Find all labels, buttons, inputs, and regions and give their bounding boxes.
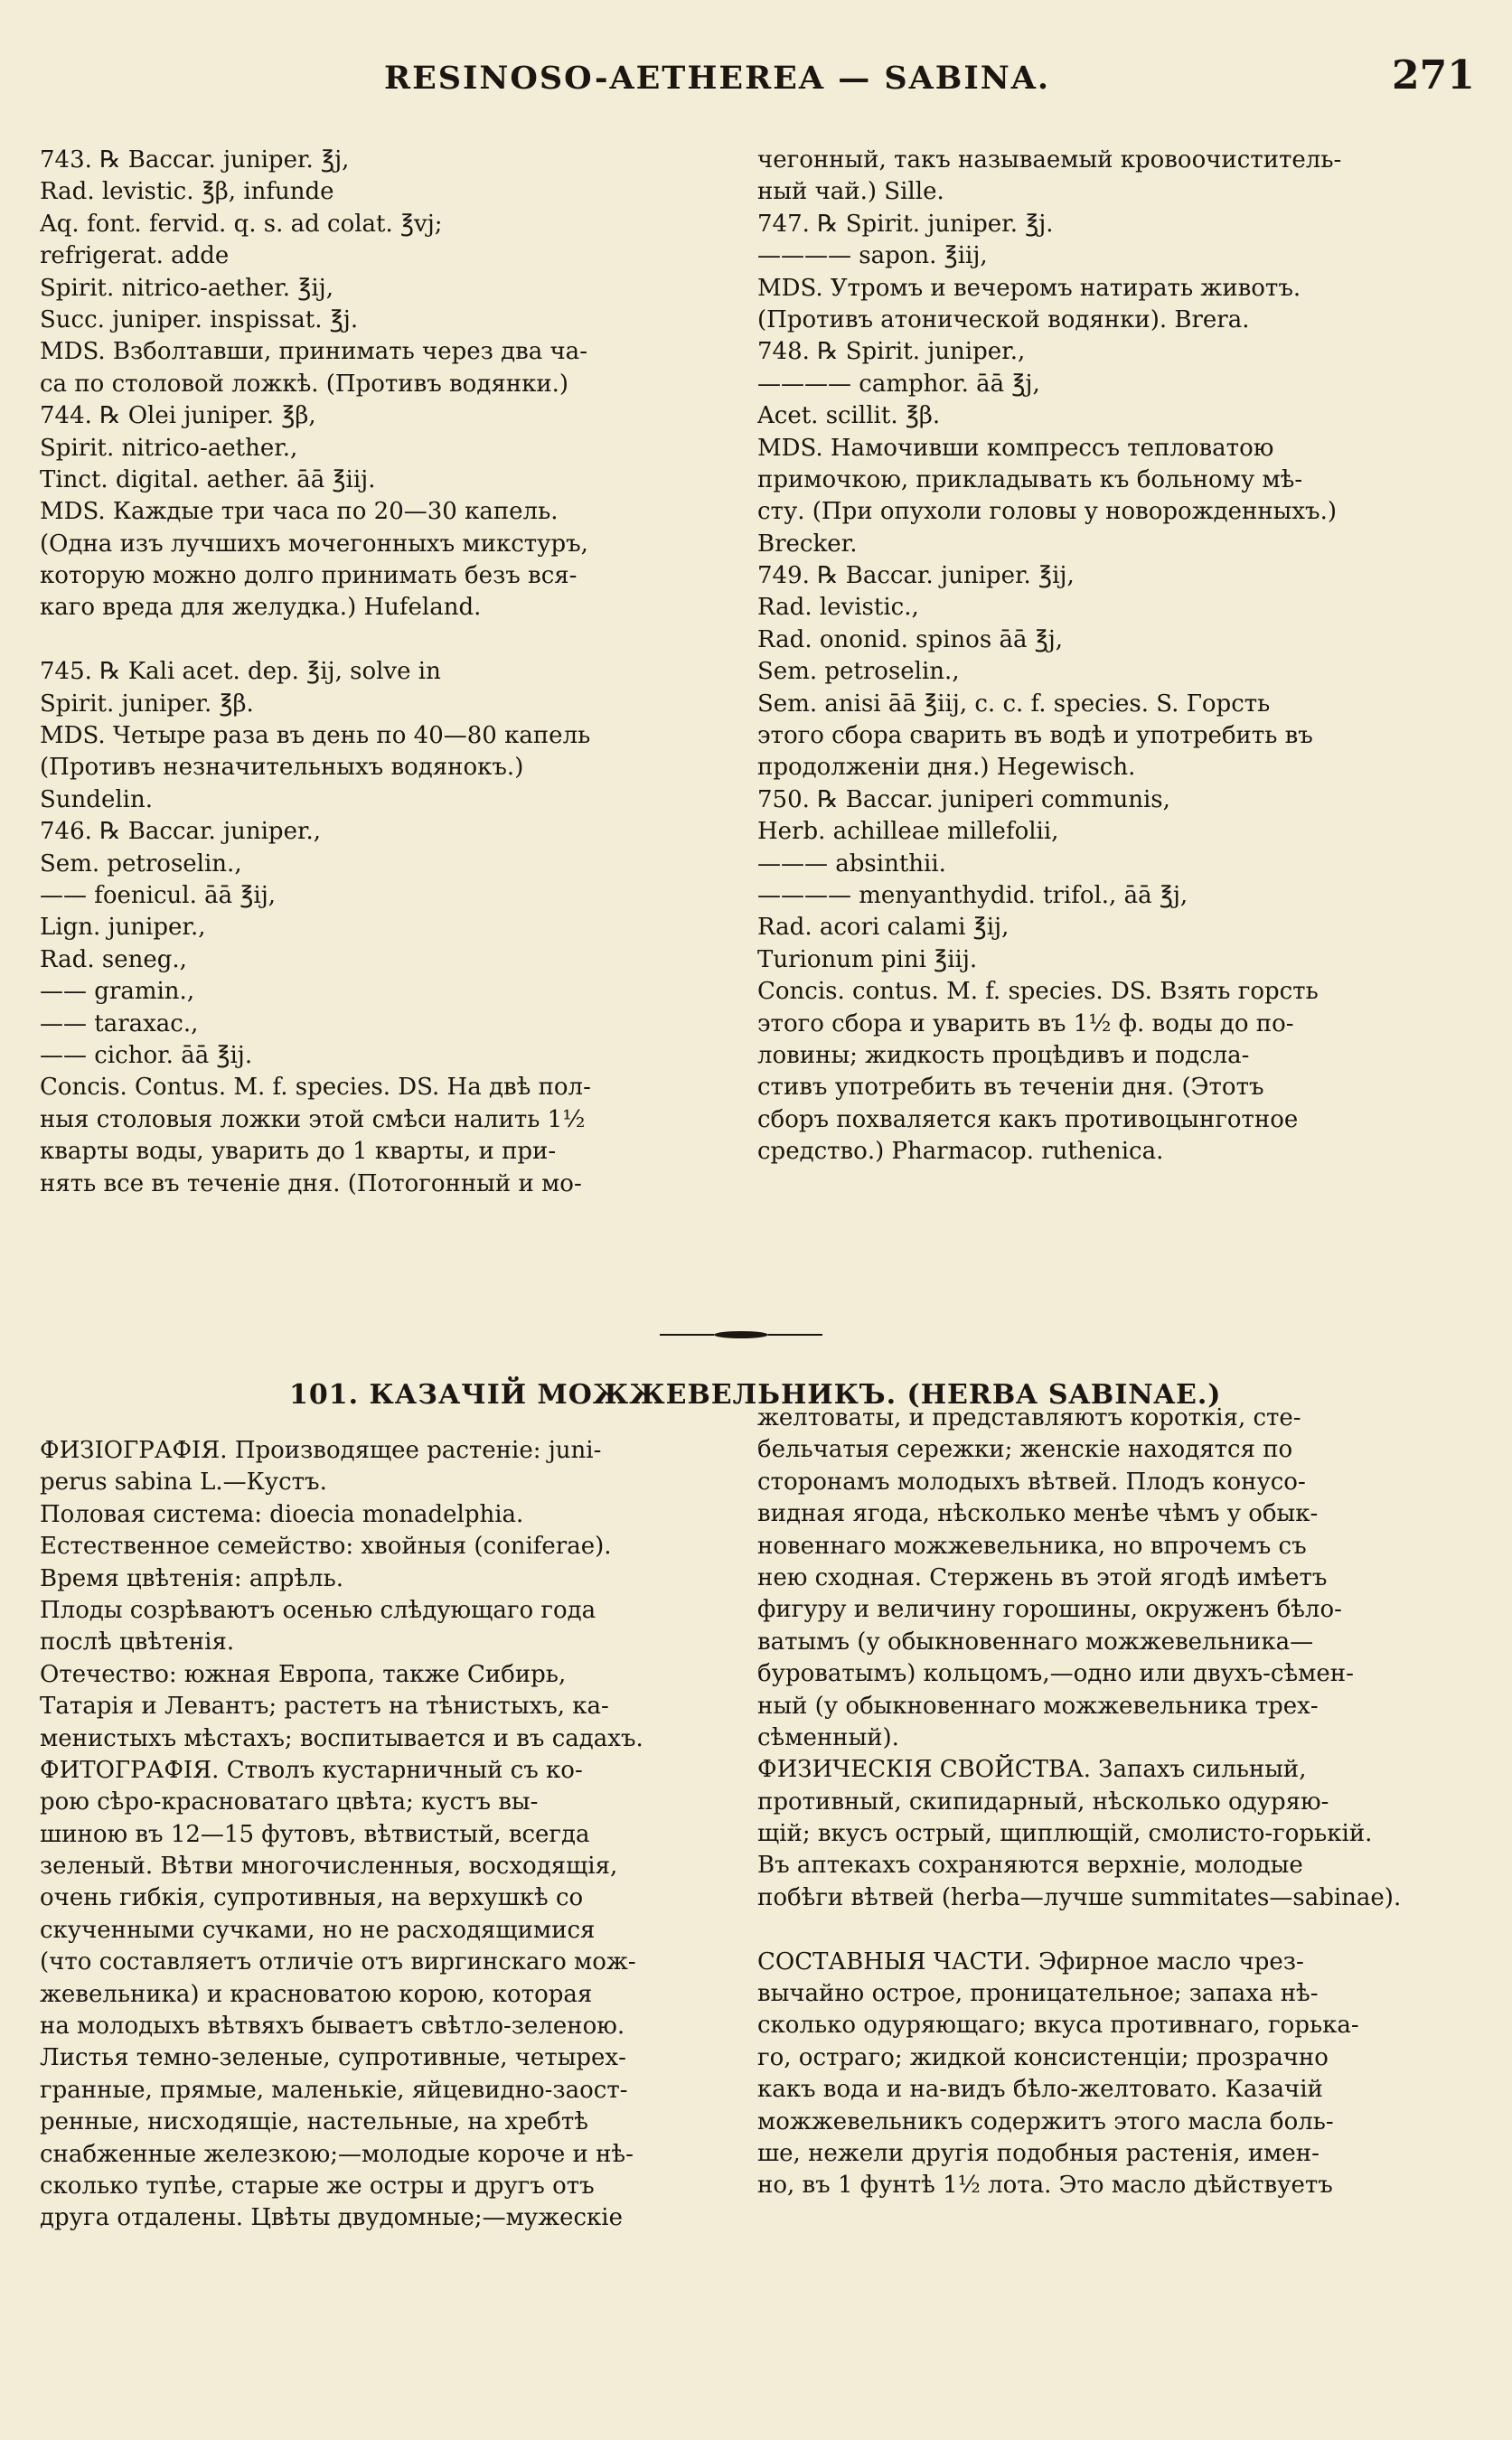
text-line: ловины; жидкость процѣдивъ и подсла- — [757, 1041, 1250, 1069]
text-line: Естественное семейство: хвойныя (coniferae). — [40, 1533, 612, 1561]
text-line: нять все въ теченіе дня. (Потогонный и мо- — [40, 1169, 582, 1197]
text-line: (Противъ незначительныхъ водянокъ.) — [40, 754, 524, 782]
text-line: Concis. Contus. M. f. species. DS. На двѣ пол- — [40, 1074, 591, 1102]
text-line: ———— menyanthydid. trifol., āā ℥j, — [757, 881, 1188, 909]
text-line: скученными сучками, но не расходящимися — [40, 1916, 596, 1944]
text-line: Rad. ononid. spinos āā ℥j, — [757, 625, 1064, 653]
text-line: снабженные железкою;—молодые короче и нѣ- — [40, 2140, 634, 2168]
text-line: Sundelin. — [40, 785, 153, 813]
text-line: побѣги вѣтвей (herba—лучше summitates—sabinae). — [757, 1883, 1402, 1911]
text-line: ФИЗИЧЕСКІЯ СВОЙСТВА. Запахъ сильный, — [757, 1756, 1307, 1784]
text-line: refrigerat. adde — [40, 242, 230, 270]
text-line: ———— camphor. āā ℥j, — [757, 370, 1040, 398]
text-line: —— foenicul. āā ℥ij, — [40, 881, 277, 909]
text-line: Плоды созрѣваютъ осенью слѣдующаго года — [40, 1596, 596, 1624]
text-line: Листья темно-зеленые, супротивные, четырех- — [40, 2044, 626, 2072]
text-line: Tinct. digital. aether. āā ℥iij. — [40, 465, 376, 493]
text-line: зеленый. Вѣтви многочисленныя, восходящія, — [40, 1853, 618, 1881]
text-line: (Одна изъ лучшихъ мочегонныхъ микстуръ, — [40, 530, 588, 558]
text-line: Succ. juniper. inspissat. ℥j. — [40, 305, 359, 333]
text-line: на молодыхъ вѣтвяхъ бываетъ свѣтло-зеленою. — [40, 2013, 625, 2041]
text-line: гранные, прямые, маленькіе, яйцевидно-заост- — [40, 2076, 628, 2104]
text-line: Татарія и Левантъ; растетъ на тѣнистыхъ, ка- — [40, 1693, 609, 1721]
text-line: 745. ℞ Kali acet. dep. ℥ij, solve in — [40, 658, 441, 686]
text-line: фигуру и величину горошины, окруженъ бѣло- — [757, 1596, 1342, 1624]
text-line: (Противъ атонической водянки). Brera. — [757, 305, 1250, 333]
text-line: щій; вкусъ острый, щиплющій, смолисто-горькій. — [757, 1820, 1373, 1848]
text-line: средство.) Pharmacop. ruthenica. — [757, 1138, 1164, 1166]
text-line: сту. (При опухоли головы у новорожденныхъ.) — [757, 498, 1337, 526]
text-line: ный чай.) Sille. — [757, 178, 944, 206]
page-number: 271 — [1392, 52, 1475, 99]
text-line: жевельника) и красноватою корою, которая — [40, 1980, 593, 2008]
text-line: Spirit. juniper. ℥β. — [40, 690, 254, 718]
text-line: друга отдалены. Цвѣты двудомные;—мужескіе — [40, 2204, 624, 2232]
text-line: сѣменный). — [757, 1723, 899, 1751]
text-line: сборъ похваляется какъ противоцынготное — [757, 1105, 1299, 1133]
text-line: которую можно долго принимать безъ вся- — [40, 562, 578, 590]
text-line: Sem. petroselin., — [757, 658, 960, 686]
text-line: MDS. Взболтавши, принимать через два ча- — [40, 338, 587, 366]
text-line: нею сходная. Стержень въ этой ягодѣ имѣетъ — [757, 1563, 1328, 1591]
text-line: ренные, нисходящіе, настельные, на хребтѣ — [40, 2108, 588, 2136]
text-line: очень гибкія, супротивныя, на верхушкѣ со — [40, 1884, 584, 1912]
text-line: 750. ℞ Baccar. juniperi communis, — [757, 785, 1170, 813]
text-line: продолженіи дня.) Hegewisch. — [757, 754, 1136, 782]
text-line — [40, 624, 736, 656]
text-line: Turionum pini ℥iij. — [757, 945, 978, 973]
text-line: ныя столовыя ложки этой смѣси налить 1½ — [40, 1105, 586, 1133]
text-line: —— taraxac., — [40, 1009, 199, 1037]
text-line: Spirit. nitrico-aether. ℥ij, — [40, 274, 333, 302]
top-left-column — [40, 145, 736, 1200]
text-line: бельчатыя сережки; женскіе находятся по — [757, 1436, 1293, 1464]
text-line: Sem. anisi āā ℥iij, c. c. f. species. S. Горсть — [757, 690, 1271, 718]
text-line: этого сбора сварить въ водѣ и употребить въ — [757, 722, 1313, 750]
text-line: го, остраго; жидкой консистенціи; прозрачно — [757, 2043, 1329, 2071]
text-line: вычайно острое, проницательное; запаха нѣ- — [757, 1980, 1319, 2008]
text-line: ный (у обыкновеннаго можжевельника трех- — [757, 1692, 1319, 1720]
text-line: Aq. font. fervid. q. s. ad colat. ℥vj; — [40, 210, 443, 238]
text-line: 744. ℞ Olei juniper. ℥β, — [40, 402, 316, 430]
text-line: ватымъ (у обыкновеннаго можжевельника— — [757, 1628, 1314, 1656]
text-line: ФИЗІОГРАФІЯ. Производящее растеніе: juni- — [40, 1437, 602, 1464]
running-head: RESINOSO-AETHEREA — SABINA. — [384, 60, 1051, 97]
text-line: —— gramin., — [40, 978, 195, 1006]
text-line: MDS. Каждые три часа по 20—30 капель. — [40, 498, 559, 526]
text-line: Rad. levistic., — [757, 594, 919, 622]
text-line: примочкою, прикладывать къ больному мѣ- — [757, 465, 1303, 493]
text-line: са по столовой ложкѣ. (Противъ водянки.) — [40, 370, 569, 398]
bottom-right-column — [757, 1403, 1464, 2202]
text-line: каго вреда для желудка.) Hufeland. — [40, 594, 482, 622]
text-line: 747. ℞ Spirit. juniper. ℥j. — [757, 210, 1054, 238]
text-line: СОСТАВНЫЯ ЧАСТИ. Эфирное масло чрез- — [757, 1947, 1304, 1975]
text-line: сторонамъ молодыхъ вѣтвей. Плодъ конусо- — [757, 1468, 1306, 1496]
text-line: желтоваты, и представляютъ короткія, сте- — [757, 1404, 1301, 1431]
text-line: Отечество: южная Европа, также Сибирь, — [40, 1660, 567, 1688]
text-line: Brecker. — [757, 530, 858, 558]
text-line: Время цвѣтенія: апрѣль. — [40, 1564, 343, 1592]
text-line: Половая система: dioecia monadelphia. — [40, 1500, 524, 1528]
text-line: Rad. levistic. ℥β, infunde — [40, 178, 334, 206]
text-line: Sem. petroselin., — [40, 849, 242, 877]
text-line: Lign. juniper., — [40, 914, 206, 942]
text-line: ———— sapon. ℥iij, — [757, 242, 988, 270]
text-line: но, въ 1 фунтѣ 1½ лота. Это масло дѣйствуетъ — [757, 2172, 1333, 2200]
bottom-left-column — [40, 1435, 736, 2235]
text-line: 746. ℞ Baccar. juniper., — [40, 818, 322, 846]
text-line: —— cichor. āā ℥ij. — [40, 1041, 253, 1069]
text-line: противный, скипидарный, нѣсколько одуряю- — [757, 1788, 1329, 1816]
text-line: MDS. Намочивши компрессъ тепловатою — [757, 434, 1274, 462]
text-line: Spirit. nitrico-aether., — [40, 434, 298, 462]
text-line: ——— absinthii. — [757, 849, 946, 877]
section-title: 101. КАЗАЧІЙ МОЖЖЕВЕЛЬНИКЪ. (HERBA SABINAE.) — [289, 1379, 1222, 1411]
text-line: послѣ цвѣтенія. — [40, 1628, 235, 1656]
text-line: этого сбора и уварить въ 1½ ф. воды до по- — [757, 1009, 1294, 1037]
text-line: 748. ℞ Spirit. juniper., — [757, 338, 1026, 366]
text-line: Rad. acori calami ℥ij, — [757, 914, 1010, 942]
text-line: Acet. scillit. ℥β. — [757, 402, 941, 430]
text-line: 743. ℞ Baccar. juniper. ℥j, — [40, 146, 350, 174]
text-line: MDS. Четыре раза въ день по 40—80 капель — [40, 722, 591, 750]
text-line: рою сѣро-красноватаго цвѣта; кустъ вы- — [40, 1788, 539, 1816]
text-line: можжевельникъ содержитъ этого масла боль- — [757, 2107, 1334, 2135]
text-line: MDS. Утромъ и вечеромъ натирать животъ. — [757, 274, 1301, 302]
text-line: Rad. seneg., — [40, 945, 187, 973]
text-line: видная ягода, нѣсколько менѣе чѣмъ у обык- — [757, 1500, 1319, 1528]
text-line: Herb. achilleae millefolii, — [757, 818, 1059, 846]
section-divider-ornament — [660, 1330, 822, 1339]
text-line: Concis. contus. M. f. species. DS. Взять горсть — [757, 978, 1319, 1006]
text-line: новеннаго можжевельника, но впрочемъ съ — [757, 1532, 1307, 1560]
text-line: стивъ употребить въ теченіи дня. (Этотъ — [757, 1074, 1264, 1102]
text-line: ше, нежели другія подобныя растенія, имен- — [757, 2139, 1319, 2167]
text-line: 749. ℞ Baccar. juniper. ℥ij, — [757, 562, 1075, 590]
text-line: ФИТОГРАФІЯ. Стволъ кустарничный съ ко- — [40, 1756, 583, 1784]
text-line: буроватымъ) кольцомъ,—одно или двухъ-сѣмен- — [757, 1660, 1354, 1688]
text-line: сколько тупѣе, старые же остры и другъ отъ — [40, 2172, 595, 2200]
text-line — [757, 1914, 1464, 1946]
text-line: шиною въ 12—15 футовъ, вѣтвистый, всегда — [40, 1820, 590, 1848]
text-line: (что составляетъ отличіе отъ виргинскаго мож- — [40, 1948, 636, 1976]
text-line: чегонный, такъ называемый кровоочиститель- — [757, 146, 1342, 174]
text-line: Въ аптекахъ сохраняются верхніе, молодые — [757, 1852, 1303, 1880]
text-line: какъ вода и на-видъ бѣло-желтовато. Казачій — [757, 2076, 1323, 2104]
top-right-column — [757, 145, 1464, 1168]
text-line: сколько одуряющаго; вкуса противнаго, горька- — [757, 2012, 1359, 2040]
text-line: менистыхъ мѣстахъ; воспитывается и въ садахъ. — [40, 1724, 643, 1752]
text-line: кварты воды, уварить до 1 кварты, и при- — [40, 1138, 557, 1166]
text-line: perus sabina L.—Кустъ. — [40, 1469, 327, 1497]
